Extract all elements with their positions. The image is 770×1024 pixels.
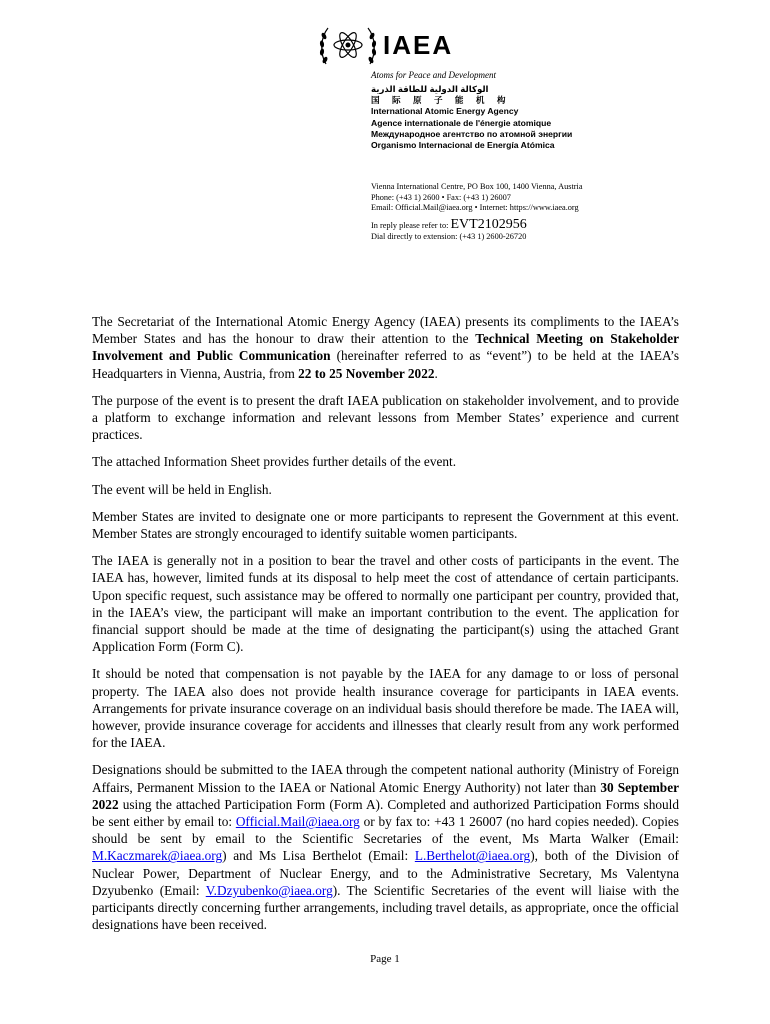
- org-logo-text: IAEA: [383, 30, 454, 60]
- paragraph-costs: The IAEA is generally not in a position to bear the travel and other costs of participants in the event. The IAEA has, however, limited funds at its disposal to help meet the cost of attendance of certain participants. Upon specific request, such assistance may be offered to normally one participant per country, provided that, in the IAEA’s view, the participant will make an important contribution to the event. The application for financial support should be made at the time of designating the participant(s) using the attached Grant Application Form (Form C).: [92, 553, 679, 655]
- paragraph-designations: Designations should be submitted to the IAEA through the competent national authority (Ministry of Foreign Affairs, Permanent Mission to the IAEA or National Atomic Energy Authority) not later than 30 September 2022 using the attached Participation Form (Form A). Completed and authorized Participation Forms should be sent either by email to: Official.Mail@iaea.org or by fax to: +43 1 26007 (no hard copies needed). Copies should be sent by email to the Scientific Secretaries of the event, Ms Marta Walker (Email: M.Kaczmarek@iaea.org) and Ms Lisa Berthelot (Email: L.Berthelot@iaea.org), both of the Division of Nuclear Power, Department of Nuclear Energy, and to the Administrative Secretary, Ms Valentyna Dzyubenko (Email: V.Dzyubenko@iaea.org). The Scientific Secretaries of the event will liaise with the participants directly concerning further arrangements, including travel details, as appropriate, once the official designations have been received.: [92, 762, 680, 933]
- phone-line: Phone: (+43 1) 2600 • Fax: (+43 1) 26007: [371, 192, 511, 202]
- dial-line: Dial directly to extension: (+43 1) 2600-26720: [371, 232, 527, 241]
- agency-names: [371, 84, 572, 151]
- agency-name-spanish: Organismo Internacional de Energía Atómica: [371, 140, 555, 151]
- paragraph-insurance: It should be noted that compensation is not payable by the IAEA for any damage to or loss of personal property. The IAEA also does not provide health insurance coverage for participants in IAEA events. Arrangements for private insurance coverage on an individual basis should therefore be made. The IAEA will, however, provide insurance coverage for accidents and illnesses that clearly result from any work performed for the IAEA.: [92, 666, 679, 751]
- paragraph-purpose: The purpose of the event is to present the draft IAEA publication on stakeholder involvement, and to provide a platform to exchange information and relevant lessons from Member States’ experience and current practices.: [92, 392, 679, 443]
- letter-body: [92, 313, 679, 944]
- reference-block: [371, 219, 527, 242]
- official-mail-link[interactable]: Official.Mail@iaea.org: [235, 814, 360, 830]
- paragraph-designate: Member States are invited to designate one or more participants to represent the Government at this event. Member States are strongly encouraged to identify suitable women participants.: [92, 508, 679, 542]
- berthelot-email-link[interactable]: L.Berthelot@iaea.org: [414, 848, 531, 864]
- address-line: Vienna International Centre, PO Box 100, 1400 Vienna, Austria: [371, 182, 583, 191]
- walker-email-link[interactable]: M.Kaczmarek@iaea.org: [92, 848, 223, 864]
- agency-name-french: Agence internationale de l'énergie atomique: [371, 117, 552, 128]
- email-line: Email: Official.Mail@iaea.org • Internet: https://www.iaea.org: [371, 203, 579, 212]
- paragraph-intro: The Secretariat of the International Atomic Energy Agency (IAEA) presents its compliments to the IAEA’s Member States and has the honour to draw their attention to the Technical Meeting on Stakeholder Involvement and Public Communication (hereinafter referred to as “event”) to be held at the IAEA’s Headquarters in Vienna, Austria, from 22 to 25 November 2022.: [92, 314, 680, 381]
- contact-block: [371, 182, 583, 214]
- paragraph-language: The event will be held in English.: [92, 481, 272, 497]
- page-number: Page 1: [370, 953, 400, 965]
- reply-label: In reply please refer to:: [371, 221, 449, 230]
- tagline: Atoms for Peace and Development: [371, 70, 496, 80]
- agency-name-chinese: 国 际 原 子 能 机 构: [371, 95, 511, 106]
- agency-name-arabic: الوكالة الدولية للطاقة الذرية: [371, 84, 489, 94]
- agency-name-english: International Atomic Energy Agency: [371, 106, 519, 117]
- dzyubenko-email-link[interactable]: V.Dzyubenko@iaea.org: [205, 882, 333, 898]
- reference-number: EVT2102956: [450, 217, 527, 232]
- paragraph-info-sheet: The attached Information Sheet provides further details of the event.: [92, 454, 457, 470]
- agency-name-russian: Международное агентство по атомной энергии: [371, 128, 573, 139]
- iaea-emblem-icon: [318, 20, 378, 68]
